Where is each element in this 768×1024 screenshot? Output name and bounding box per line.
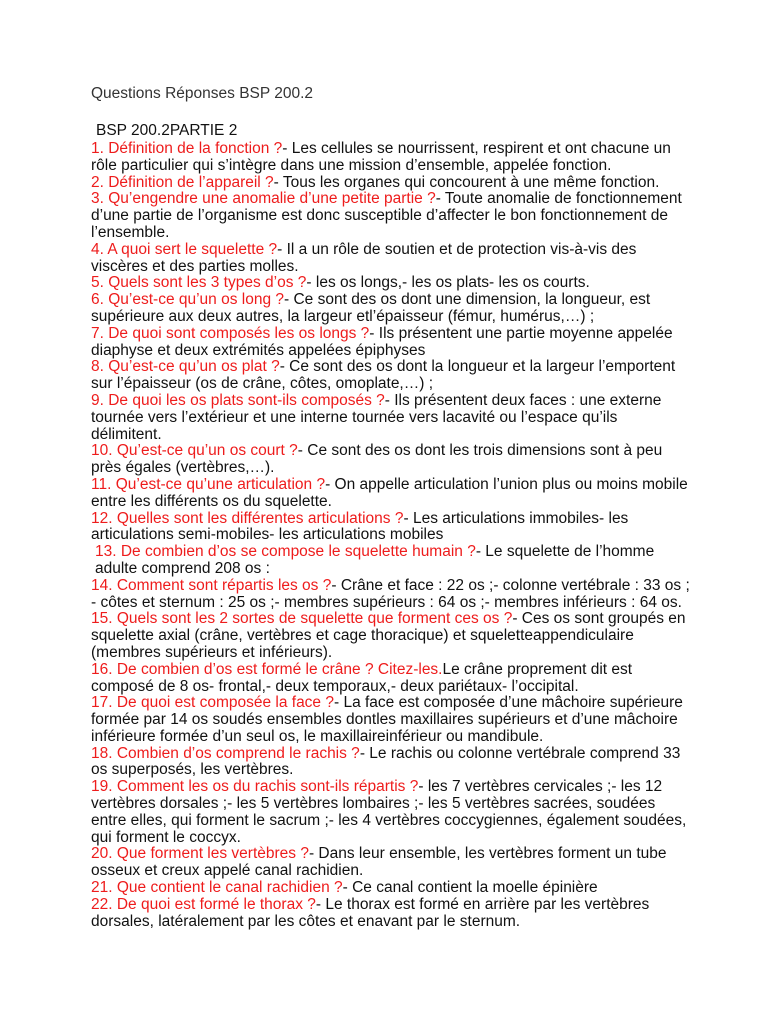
- qa-item: [91, 242, 691, 276]
- qa-item: [91, 779, 691, 846]
- answer-text: - Les cellules se nourrissent, respirent et ont chacune un rôle particulier qui s’intègre dans une mission d’ensemble, appelée fonction.: [91, 140, 671, 174]
- qa-item: [91, 511, 691, 545]
- answer-text: - Dans leur ensemble, les vertèbres forment un tube osseux et creux appelé canal rachidien.: [91, 845, 667, 880]
- qa-item: [91, 746, 691, 780]
- answer-text: - Ce sont des os dont une dimension, la longueur, est supérieure aux deux autres, la largeur etl’épaisseur (fémur, humérus,…) ;: [91, 291, 651, 325]
- answer-text: - Le thorax est formé en arrière par les vertèbres dorsales, latéralement par les côtes et enavant par le sternum.: [91, 895, 650, 930]
- question-text: 5. Quels sont les 3 types d’os ?: [91, 274, 307, 292]
- answer-text: - On appelle articulation l’union plus ou moins mobile entre les différents os du squelette.: [91, 475, 688, 510]
- question-text: 20. Que forment les vertèbres ?: [91, 845, 309, 863]
- question-text: 16. De combien d’os est formé le crâne ? Citez-les.: [91, 660, 443, 678]
- answer-text: - Le squelette de l’homme adulte comprend 208 os :: [95, 543, 655, 577]
- qa-item: [91, 897, 691, 931]
- answer-text: - Tous les organes qui concourent à une même fonction.: [273, 173, 660, 191]
- question-text: 7. De quoi sont composés les os longs ?: [91, 324, 370, 342]
- part-title: BSP 200.2PARTIE 2: [96, 122, 238, 139]
- qa-item: [91, 359, 691, 393]
- qa-item: [91, 695, 691, 745]
- answer-text: Le crâne proprement dit est composé de 8 os- frontal,- deux temporaux,- deux pariétaux- l’occipital.: [91, 660, 633, 695]
- qa-item: [91, 175, 691, 192]
- question-text: 21. Que contient le canal rachidien ?: [91, 879, 343, 897]
- answer-text: - Ils présentent deux faces : une externe tournée vers l’extérieur et une interne tournée vers lacavité ou l’espace qu’ils délimitent.: [91, 391, 662, 443]
- answer-text: - Crâne et face : 22 os ;- colonne vertébrale : 33 os ; - côtes et sternum : 25 os ;- membres supérieurs : 64 os ;- membres inférieurs : 64 os.: [91, 576, 690, 611]
- question-text: 3. Qu’engendre une anomalie d’une petite partie ?: [91, 190, 436, 208]
- qa-list: [91, 141, 691, 930]
- document-title: Questions Réponses BSP 200.2: [91, 85, 314, 102]
- answer-text: - Ces os sont groupés en squelette axial (crâne, vertèbres et cage thoracique) et squeletteappendiculaire (membres supérieurs et inférieurs).: [91, 610, 686, 661]
- answer-text: - Toute anomalie de fonctionnement d’une partie de l’organisme est donc susceptible d’affecter le bon fonctionnement de l’ensemble.: [91, 190, 682, 241]
- qa-item: [91, 611, 691, 661]
- qa-item: [91, 880, 691, 897]
- qa-item: [91, 544, 691, 578]
- question-text: 13. De combien d’os se compose le squelette humain ?: [95, 543, 476, 561]
- qa-item: [91, 292, 691, 326]
- qa-item: [91, 443, 691, 477]
- document-page: [91, 84, 691, 930]
- question-text: 11. Qu’est-ce qu’une articulation ?: [91, 475, 326, 493]
- qa-item: [91, 393, 691, 443]
- question-text: 4. A quoi sert le squelette ?: [91, 240, 278, 258]
- qa-item: [91, 578, 691, 612]
- answer-text: - Ils présentent une partie moyenne appelée diaphyse et deux extrémités appelées épiphyses: [91, 324, 673, 359]
- answer-text: - Le rachis ou colonne vertébrale comprend 33 os superposés, les vertèbres.: [91, 744, 681, 779]
- answer-text: - les 7 vertèbres cervicales ;- les 12 vertèbres dorsales ;- les 5 vertèbres lombaires ;- les 5 vertèbres sacrées, soudées entre elles, qui forment le sacrum ;- les 4 vertèbres coccygiennes, également soudées, qui forment le coccyx.: [91, 778, 687, 846]
- question-text: 14. Comment sont répartis les os ?: [91, 576, 332, 594]
- question-text: 12. Quelles sont les différentes articulations ?: [91, 509, 404, 527]
- question-text: 17. De quoi est composée la face ?: [91, 694, 334, 712]
- answer-text: - Il a un rôle de soutien et de protection vis-à-vis des viscères et des parties molles.: [91, 240, 637, 275]
- question-text: 9. De quoi les os plats sont-ils composés ?: [91, 391, 385, 409]
- answer-text: - Ce canal contient la moelle épinière: [342, 879, 598, 897]
- qa-item: [91, 662, 691, 696]
- question-text: 15. Quels sont les 2 sortes de squelette que forment ces os ?: [91, 610, 513, 628]
- question-text: 10. Qu’est-ce qu’un os court ?: [91, 442, 298, 460]
- answer-text: - Ce sont des os dont la longueur et la largeur l’emportent sur l’épaisseur (os de crâne, côtes, omoplate,…) ;: [91, 358, 676, 393]
- qa-item: [91, 191, 691, 241]
- qa-item: [91, 846, 691, 880]
- answer-text: - les os longs,- les os plats- les os courts.: [306, 274, 590, 292]
- answer-text: - La face est composée d’une mâchoire supérieure formée par 14 os soudés ensembles dontles maxillaires supérieurs et d’une mâchoire inférieure formée d’un seul os, le maxillaireinférieur ou mandibule.: [91, 694, 683, 745]
- question-text: 18. Combien d’os comprend le rachis ?: [91, 744, 360, 762]
- qa-item: [91, 141, 691, 175]
- question-text: 6. Qu’est-ce qu’un os long ?: [91, 291, 285, 309]
- question-text: 22. De quoi est formé le thorax ?: [91, 895, 316, 913]
- question-text: 1. Définition de la fonction ?: [91, 140, 283, 157]
- question-text: 2. Définition de l’appareil ?: [91, 173, 274, 191]
- question-text: 8. Qu’est-ce qu’un os plat ?: [91, 358, 280, 376]
- answer-text: - Ce sont des os dont les trois dimensions sont à peu près égales (vertèbres,…).: [91, 442, 663, 477]
- qa-item: [91, 275, 691, 292]
- qa-item: [91, 477, 691, 511]
- answer-text: - Les articulations immobiles- les articulations semi-mobiles- les articulations mobiles: [91, 509, 629, 544]
- question-text: 19. Comment les os du rachis sont-ils répartis ?: [91, 778, 419, 796]
- qa-item: [91, 326, 691, 360]
